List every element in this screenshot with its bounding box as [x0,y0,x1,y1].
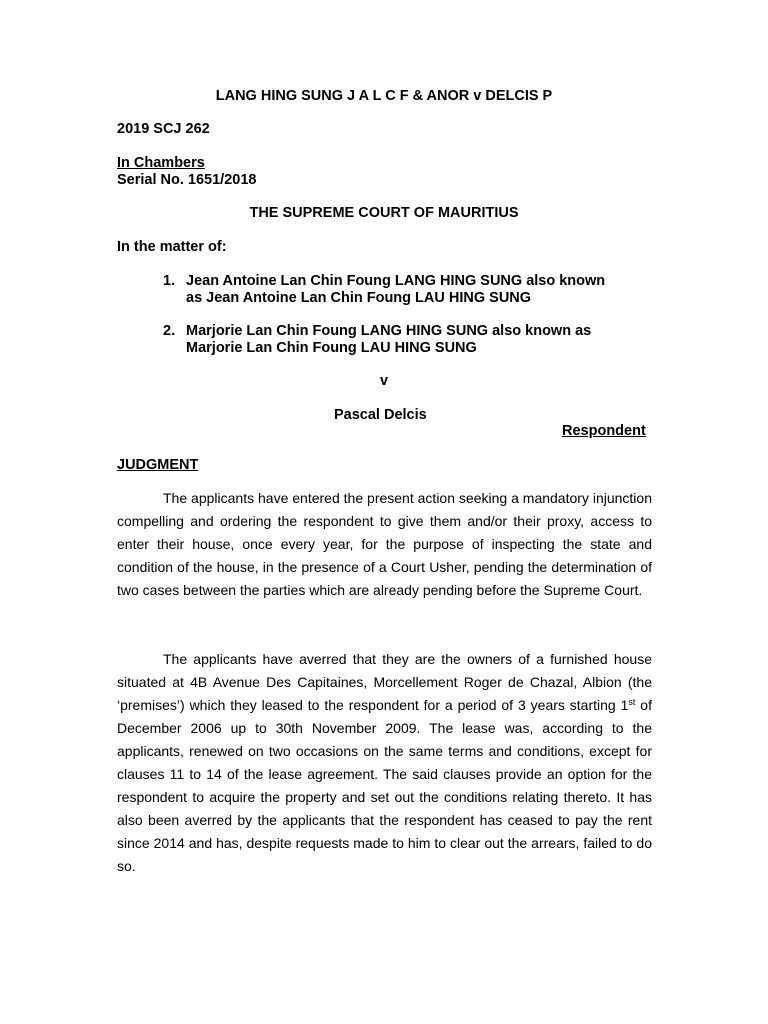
respondent-name: Pascal Delcis [334,407,427,423]
case-title: LANG HING SUNG J A L C F & ANOR v DELCIS P [215,88,553,104]
applicant-name-line: as Jean Antoine Lan Chin Foung LAU HING SUNG [186,290,532,306]
citation: 2019 SCJ 262 [117,121,210,137]
paragraph-text: The applicants have averred that they are the owners of a furnished house situated at 4B Avenue Des Capitaines, Morcellement Roger de Chazal, Albion (the ‘premises’) which they leased to the respondent for a period of 3 years starting 1st of December 2006 up to 30th November 2009. The lease was, according to the applicants, renewed on two occasions on the same terms and conditions, except for clauses 11 to 14 of the lease agreement. The said clauses provide an option for the respondent to acquire the property and set out the conditions relating thereto. It has also been averred by the applicants that the respondent has ceased to pay the rent since 2014 and has, despite requests made to him to clear out the arrears, failed to do so. [117,651,652,874]
applicant-number: 2. [163,323,176,339]
respondent-label: Respondent [562,423,646,439]
in-chambers-label: In Chambers [117,155,205,171]
applicant-name-line: Marjorie Lan Chin Foung LAU HING SUNG [186,340,477,356]
applicant-name-line: Marjorie Lan Chin Foung LANG HING SUNG also known as [186,323,592,339]
in-the-matter-of: In the matter of: [117,239,227,255]
court-name: THE SUPREME COURT OF MAURITIUS [249,205,519,221]
judgment-paragraph-2 [117,648,652,878]
judgment-paragraph-1 [117,487,652,602]
paragraph-text: The applicants have entered the present action seeking a mandatory injunction compelling and ordering the respondent to give them and/or their proxy, access to enter their house, once every year, for the purpose of inspecting the state and condition of the house, in the presence of a Court Usher, pending the determination of two cases between the parties which are already pending before the Supreme Court. [117,490,652,598]
applicant-number: 1. [163,273,176,289]
judgment-heading: JUDGMENT [117,457,199,473]
applicant-name-line: Jean Antoine Lan Chin Foung LANG HING SUNG also known [186,273,606,289]
serial-number: Serial No. 1651/2018 [117,172,257,188]
versus-label: v [380,373,389,389]
